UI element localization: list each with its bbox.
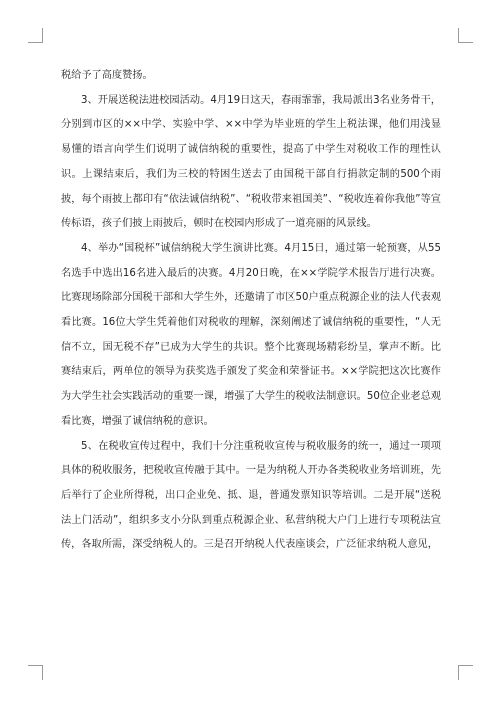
bottom-left-crop-mark xyxy=(28,665,43,680)
document-body xyxy=(61,64,441,558)
top-left-crop-mark xyxy=(28,28,43,43)
top-right-crop-mark xyxy=(458,28,473,43)
paragraph-tax-service: 5、在税收宣传过程中，我们十分注重税收宣传与税收服务的统一，通过一项项具体的税收服务，把税收宣传融于其中。一是为纳税人开办各类税收业务培训班，先后举行了企业所得税，出口企业免、抵、退，普通发票知识等培训。二是开展“送税法上门活动”，组织多支小分队到重点税源企业、私营纳税大户门上进行专项税法宣传，各取所需，深受纳税人的。三是召开纳税人代表座谈会，广泛征求纳税人意见， xyxy=(61,440,441,551)
paragraph-speech-contest: 4、举办“国税杯”诚信纳税大学生演讲比赛。4月15日，通过第一轮预赛，从55名选手中选出16名进入最后的决赛。4月20日晚，在××学院学术报告厅进行决赛。比赛现场除部分国税干部和大学生外，还邀请了市区50户重点税源企业的法人代表观看比赛。16位大学生凭着他们对税收的理解，深刻阐述了诚信纳税的重要性，“人无信不立，国无税不存”已成为大学生的共识。整个比赛现场精彩纷呈，掌声不断。比赛结束后，两单位的领导为获奖选手颁发了奖金和荣誉证书。××学院把这次比赛作为大学生社会实践活动的重要一课，增强了大学生的税收法制意识。50位企业老总观看比赛，增强了诚信纳税的意识。 xyxy=(61,242,441,427)
paragraph-continuation: 税给予了高度赞扬。 xyxy=(61,70,153,81)
bottom-right-crop-mark xyxy=(458,665,473,680)
paragraph-tax-law-campus: 3、开展送税法进校园活动。4月19日这天，春雨霏霏，我局派出3名业务骨干，分别到市区的××中学、实验中学、××中学为毕业班的学生上税法课，他们用浅显易懂的语言向学生们说明了诚信纳税的重要性，提高了中学生对税收工作的理性认识。上课结束后，我们为三校的特困生送去了由国税干部自行捐款定制的500个雨披，每个雨披上都印有“依法诚信纳税”、“税收带来祖国美”、“税收连着你我他”等宣传标语，孩子们披上雨披后，顿时在校园内形成了一道亮丽的风景线。 xyxy=(61,94,441,230)
